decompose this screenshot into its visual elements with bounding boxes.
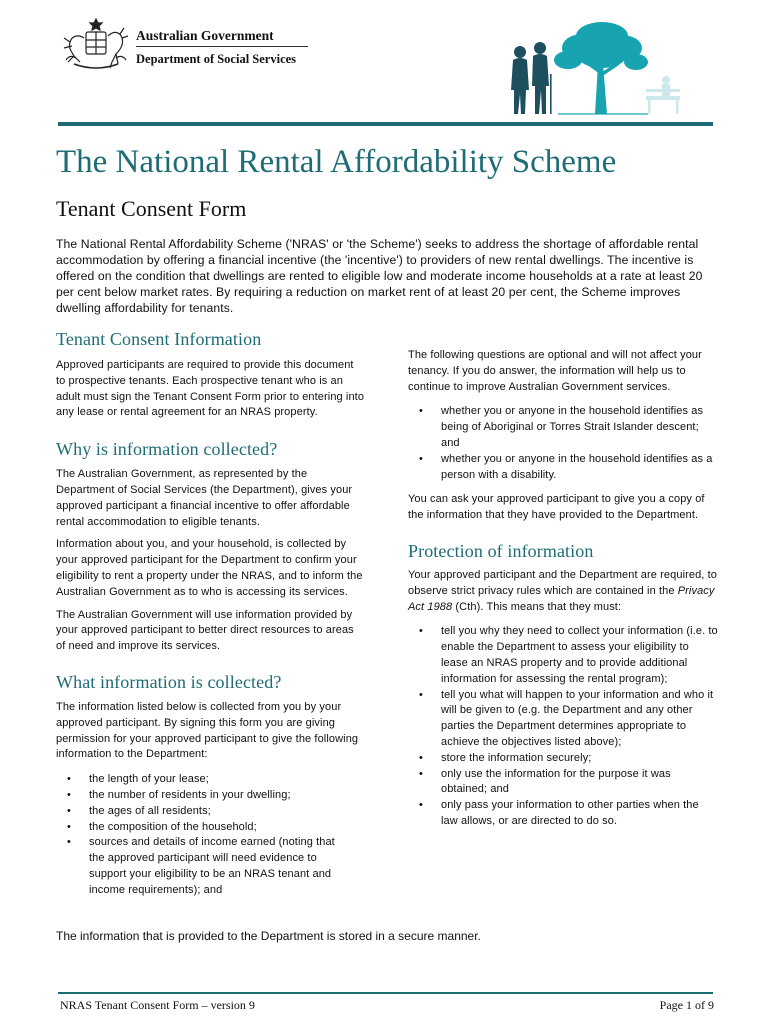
protection-text-pre: Your approved participant and the Department are required, to observe strict privacy rules which are contained in the — [408, 568, 717, 597]
consent-paragraph: Approved participants are required to provide this document to prospective tenants. Each prospective tenant who is an adult must sign the Tenant Consent Form prior to entering into any lease or rental agreement for an NRAS property. — [56, 359, 365, 419]
what-paragraph: The information listed below is collected from you by your approved participant. By signing this form you are giving permission for your approved participant to give the following information to the Department: — [56, 700, 359, 761]
optional-questions-list — [408, 404, 718, 483]
government-name: Australian Government — [136, 28, 274, 43]
optional-paragraph: The following questions are optional and will not affect your tenancy. If you do answer, the information will help us to continue to improve Australian Government services. — [408, 349, 702, 393]
department-name: Department of Social Services — [136, 52, 297, 66]
list-item: • the composition of the household; — [56, 820, 352, 836]
protection-paragraph — [408, 568, 718, 615]
privacy-act-title: Privacy Act 1988 — [408, 584, 715, 613]
page-title: The National Rental Affordability Scheme — [56, 144, 617, 180]
list-item: • store the information securely; — [408, 751, 718, 767]
right-column — [408, 348, 718, 830]
list-item: • the length of your lease; — [56, 772, 352, 788]
privacy-obligations-list — [408, 624, 718, 829]
footer-form-version: NRAS Tenant Consent Form – version 9 — [60, 998, 255, 1012]
list-item: • the number of residents in your dwelling; — [56, 788, 352, 804]
left-column — [56, 328, 366, 899]
copy-paragraph: You can ask your approved participant to give you a copy of the information that they have provided to the Department. — [408, 493, 705, 522]
list-item: • whether you or anyone in the household identifies as being of Aboriginal or Torres Strait Islander descent; and — [408, 404, 718, 451]
list-item: • the ages of all residents; — [56, 804, 352, 820]
list-item: • only use the information for the purpose it was obtained; and — [408, 767, 718, 799]
header-accent-rule — [58, 122, 713, 126]
commonwealth-coat-of-arms-icon — [60, 16, 132, 72]
section-heading-why: Why is information collected? — [56, 439, 278, 460]
list-item: • sources and details of income earned (noting that the approved participant will need evidence to support your eligibility to be an NRAS tenant and income requirements); and — [56, 835, 352, 898]
list-item: • tell you what will happen to your information and who it will be given to (e.g. the Department and any other parties the Department determines appropriate to achieve the objectives listed above); — [408, 688, 718, 751]
why-paragraph-3: The Australian Government will use information provided by your approved participant to better direct resources to areas of need and improve its services. — [56, 608, 354, 653]
section-heading-protection: Protection of information — [408, 540, 594, 561]
form-subtitle: Tenant Consent Form — [56, 196, 247, 221]
why-paragraph-1: The Australian Government, as represented by the Department of Social Services (the Department), gives your approved participant a financial incentive to offer affordable rental accommodation to eligible tenants. — [56, 468, 353, 528]
why-paragraph-2: Information about you, and your household, is collected by your approved participant for the Department to confirm your eligibility to rent a property under the NRAS, and to inform the Australian Government as to who is accessing its services. — [56, 538, 363, 598]
footer-rule — [58, 992, 713, 994]
section-heading-consent: Tenant Consent Information — [56, 329, 262, 349]
list-item: • tell you why they need to collect your information (i.e. to enable the Department to assess your eligibility to lease an NRAS property and to provide additional information for assessing the rental program); — [408, 624, 718, 687]
intro-paragraph: The National Rental Affordability Scheme ('NRAS' or 'the Scheme') seeks to address the shortage of affordable rental accommodation by offering a financial incentive (the 'incentive') to providers of new rental dwellings. The incentive is offered on the condition that dwellings are rented to eligible low and moderate income households at a rate at least 20 per cent below market rates. By requiring a reduction on market rent of at least 20 per cent, the Scheme improves dwelling affordability for tenants. — [56, 237, 703, 315]
section-heading-what: What information is collected? — [56, 671, 282, 692]
list-item: • only pass your information to other parties when the law allows, or are directed to do so. — [408, 798, 718, 830]
list-item: • whether you or anyone in the household identifies as a person with a disability. — [408, 452, 718, 484]
page-number: Page 1 of 9 — [659, 998, 714, 1012]
protection-text-post: (Cth). This means that they must: — [452, 600, 622, 613]
elderly-couple-tree-bench-icon — [498, 14, 686, 126]
storage-note: The information that is provided to the Department is stored in a secure manner. — [56, 929, 481, 943]
header-divider — [136, 46, 308, 47]
collected-info-list — [56, 772, 366, 898]
